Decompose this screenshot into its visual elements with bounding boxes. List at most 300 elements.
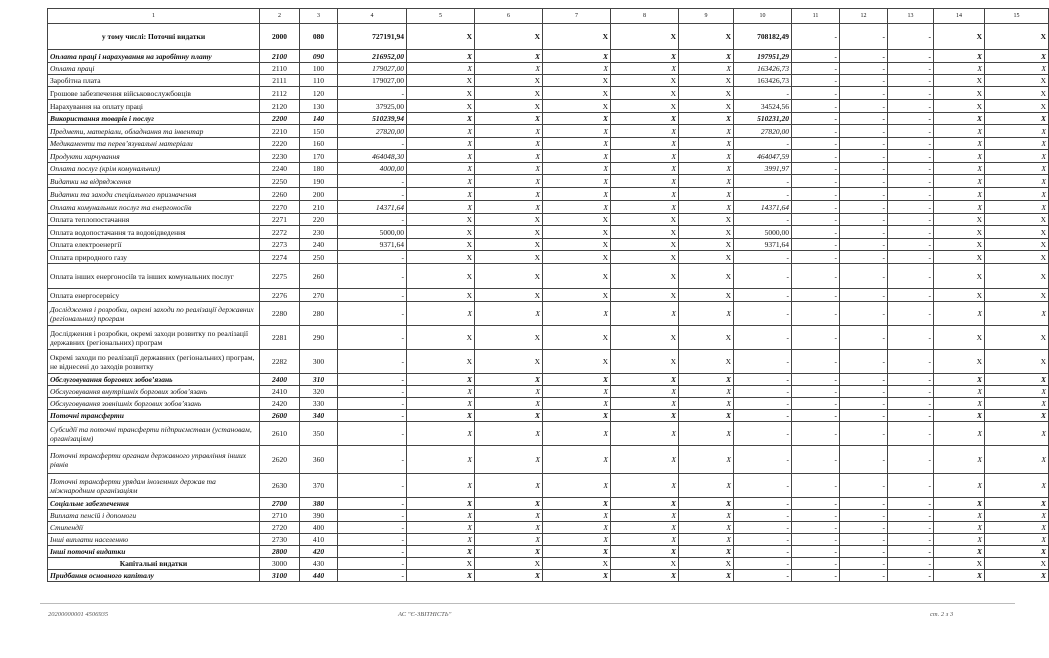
row-label: Обслуговування зовнішніх боргових зобов’язань [48,398,260,410]
cell-col-8: X [611,226,679,239]
cell-col-9: X [679,374,734,386]
cell-col-7: X [543,446,611,474]
cell-col-4: - [338,138,407,150]
table-row [48,398,1049,410]
cell-col-13: - [888,302,934,326]
cell-col-4: - [338,326,407,350]
table-row [48,87,1049,100]
cell-col-5: X [407,100,475,113]
line-code: 100 [300,63,338,75]
cell-col-13: - [888,113,934,125]
cell-col-5: X [407,386,475,398]
kekv-code: 2710 [260,510,300,522]
cell-col-4: - [338,264,407,289]
cell-col-5: X [407,498,475,510]
kekv-code: 2112 [260,87,300,100]
cell-col-15: X [985,289,1049,302]
cell-col-14: X [934,510,985,522]
column-number-2: 2 [260,9,300,24]
cell-col-13: - [888,374,934,386]
cell-col-9: X [679,422,734,446]
table-row [48,24,1049,50]
cell-col-6: X [475,214,543,226]
column-number-3: 3 [300,9,338,24]
cell-col-4: 37925,00 [338,100,407,113]
line-code: 130 [300,100,338,113]
cell-col-8: X [611,386,679,398]
cell-col-8: X [611,474,679,498]
cell-col-13: - [888,175,934,188]
cell-col-12: - [840,474,888,498]
table-row [48,350,1049,374]
row-label: Інші поточні видатки [48,546,260,558]
cell-col-7: X [543,214,611,226]
cell-col-13: - [888,163,934,175]
cell-col-6: X [475,75,543,87]
cell-col-5: X [407,398,475,410]
kekv-code: 2000 [260,24,300,50]
kekv-code: 3000 [260,558,300,570]
cell-col-8: X [611,125,679,138]
cell-col-14: X [934,163,985,175]
cell-col-5: X [407,239,475,251]
kekv-code: 2240 [260,163,300,175]
table-row [48,446,1049,474]
cell-col-11: - [792,87,840,100]
cell-col-11: - [792,125,840,138]
cell-col-11: - [792,226,840,239]
cell-col-6: X [475,522,543,534]
cell-col-12: - [840,510,888,522]
cell-col-7: X [543,570,611,582]
cell-col-10: - [734,410,792,422]
cell-col-14: X [934,87,985,100]
row-label: Оплата праці і нарахування на заробітну плату [48,50,260,63]
cell-col-13: - [888,474,934,498]
cell-col-10: 34524,56 [734,100,792,113]
cell-col-7: X [543,558,611,570]
cell-col-12: - [840,558,888,570]
line-code: 290 [300,326,338,350]
cell-col-14: X [934,175,985,188]
column-number-4: 4 [338,9,407,24]
cell-col-7: X [543,150,611,163]
cell-col-6: X [475,175,543,188]
cell-col-6: X [475,239,543,251]
cell-col-8: X [611,534,679,546]
cell-col-12: - [840,63,888,75]
cell-col-4: 14371,64 [338,201,407,214]
cell-col-14: X [934,251,985,264]
cell-col-5: X [407,113,475,125]
cell-col-4: - [338,498,407,510]
cell-col-5: X [407,510,475,522]
cell-col-10: - [734,546,792,558]
table-row [48,302,1049,326]
cell-col-12: - [840,50,888,63]
kekv-code: 2210 [260,125,300,138]
row-label: Оплата водопостачання та водовідведення [48,226,260,239]
cell-col-15: X [985,175,1049,188]
cell-col-10: - [734,474,792,498]
cell-col-11: - [792,264,840,289]
row-label: Предмети, матеріали, обладнання та інвентар [48,125,260,138]
cell-col-5: X [407,264,475,289]
cell-col-7: X [543,326,611,350]
table-row [48,510,1049,522]
table-row [48,534,1049,546]
cell-col-10: 3991,97 [734,163,792,175]
kekv-code: 2230 [260,150,300,163]
cell-col-9: X [679,398,734,410]
cell-col-8: X [611,87,679,100]
cell-col-5: X [407,150,475,163]
cell-col-7: X [543,201,611,214]
cell-col-12: - [840,201,888,214]
cell-col-7: X [543,410,611,422]
cell-col-8: X [611,113,679,125]
cell-col-6: X [475,50,543,63]
row-label: Нарахування на оплату праці [48,100,260,113]
cell-col-12: - [840,24,888,50]
table-row [48,410,1049,422]
kekv-code: 2620 [260,446,300,474]
cell-col-14: X [934,326,985,350]
line-code: 410 [300,534,338,546]
cell-col-5: X [407,75,475,87]
cell-col-4: - [338,446,407,474]
cell-col-15: X [985,63,1049,75]
footer-document-id: 20200000001 4506935 [48,611,109,618]
cell-col-8: X [611,138,679,150]
cell-col-12: - [840,534,888,546]
cell-col-10: 163426,73 [734,75,792,87]
cell-col-7: X [543,474,611,498]
line-code: 140 [300,113,338,125]
cell-col-7: X [543,264,611,289]
cell-col-14: X [934,226,985,239]
row-label: Заробітна плата [48,75,260,87]
cell-col-14: X [934,188,985,201]
line-code: 350 [300,422,338,446]
cell-col-5: X [407,50,475,63]
cell-col-12: - [840,398,888,410]
cell-col-5: X [407,226,475,239]
column-number-14: 14 [934,9,985,24]
cell-col-8: X [611,410,679,422]
cell-col-11: - [792,239,840,251]
row-label: Оплата комунальних послуг та енергоносіїв [48,201,260,214]
cell-col-12: - [840,289,888,302]
cell-col-6: X [475,264,543,289]
line-code: 330 [300,398,338,410]
cell-col-11: - [792,350,840,374]
cell-col-4: - [338,558,407,570]
cell-col-6: X [475,100,543,113]
table-row [48,251,1049,264]
cell-col-15: X [985,422,1049,446]
kekv-code: 2420 [260,398,300,410]
cell-col-8: X [611,214,679,226]
cell-col-13: - [888,558,934,570]
cell-col-6: X [475,302,543,326]
cell-col-7: X [543,398,611,410]
cell-col-11: - [792,534,840,546]
scan-divider [40,603,1015,604]
cell-col-7: X [543,188,611,201]
cell-col-11: - [792,100,840,113]
cell-col-13: - [888,251,934,264]
row-label: Оплата теплопостачання [48,214,260,226]
cell-col-5: X [407,422,475,446]
cell-col-8: X [611,150,679,163]
cell-col-4: - [338,522,407,534]
kekv-code: 2200 [260,113,300,125]
cell-col-11: - [792,374,840,386]
cell-col-15: X [985,251,1049,264]
cell-col-14: X [934,422,985,446]
cell-col-9: X [679,50,734,63]
row-label: Окремі заходи по реалізації державних (регіональних) програм, не віднесені до заходів розвитку [48,350,260,374]
cell-col-4: - [338,386,407,398]
kekv-code: 2271 [260,214,300,226]
cell-col-14: X [934,150,985,163]
cell-col-7: X [543,422,611,446]
line-code: 180 [300,163,338,175]
column-number-1: 1 [48,9,260,24]
cell-col-14: X [934,474,985,498]
table-row [48,326,1049,350]
cell-col-6: X [475,87,543,100]
cell-col-13: - [888,214,934,226]
line-code: 090 [300,50,338,63]
cell-col-12: - [840,138,888,150]
cell-col-5: X [407,24,475,50]
cell-col-15: X [985,163,1049,175]
cell-col-10: - [734,386,792,398]
cell-col-7: X [543,63,611,75]
cell-col-11: - [792,289,840,302]
row-label: Видатки та заходи спеціального призначення [48,188,260,201]
cell-col-10: 510231,20 [734,113,792,125]
cell-col-15: X [985,534,1049,546]
table-row [48,239,1049,251]
cell-col-4: 727191,94 [338,24,407,50]
row-label: Продукти харчування [48,150,260,163]
cell-col-12: - [840,350,888,374]
cell-col-5: X [407,214,475,226]
cell-col-10: - [734,214,792,226]
cell-col-12: - [840,546,888,558]
row-label: Оплата електроенергії [48,239,260,251]
cell-col-13: - [888,201,934,214]
cell-col-4: - [338,570,407,582]
cell-col-11: - [792,163,840,175]
cell-col-10: 9371,64 [734,239,792,251]
cell-col-4: 179027,00 [338,63,407,75]
kekv-code: 2275 [260,264,300,289]
cell-col-15: X [985,100,1049,113]
cell-col-10: - [734,374,792,386]
cell-col-8: X [611,546,679,558]
cell-col-11: - [792,251,840,264]
cell-col-15: X [985,558,1049,570]
cell-col-7: X [543,226,611,239]
cell-col-4: - [338,422,407,446]
cell-col-7: X [543,289,611,302]
cell-col-6: X [475,63,543,75]
row-label: Виплата пенсій і допомоги [48,510,260,522]
cell-col-14: X [934,50,985,63]
cell-col-15: X [985,113,1049,125]
cell-col-9: X [679,239,734,251]
cell-col-4: 9371,64 [338,239,407,251]
cell-col-15: X [985,570,1049,582]
cell-col-12: - [840,113,888,125]
kekv-code: 2260 [260,188,300,201]
line-code: 340 [300,410,338,422]
cell-col-7: X [543,522,611,534]
table-row [48,63,1049,75]
cell-col-11: - [792,326,840,350]
cell-col-10: - [734,350,792,374]
cell-col-7: X [543,251,611,264]
cell-col-11: - [792,214,840,226]
row-label: Оплата праці [48,63,260,75]
column-number-9: 9 [679,9,734,24]
cell-col-5: X [407,175,475,188]
cell-col-4: - [338,410,407,422]
cell-col-11: - [792,175,840,188]
kekv-code: 2281 [260,326,300,350]
cell-col-4: 5000,00 [338,226,407,239]
cell-col-4: - [338,534,407,546]
kekv-code: 2276 [260,289,300,302]
cell-col-13: - [888,546,934,558]
cell-col-4: 27820,00 [338,125,407,138]
kekv-code: 2282 [260,350,300,374]
table-row [48,558,1049,570]
table-row [48,374,1049,386]
cell-col-15: X [985,75,1049,87]
cell-col-9: X [679,24,734,50]
table-row [48,75,1049,87]
kekv-code: 2100 [260,50,300,63]
cell-col-11: - [792,446,840,474]
cell-col-15: X [985,138,1049,150]
cell-col-13: - [888,510,934,522]
kekv-code: 2220 [260,138,300,150]
cell-col-11: - [792,398,840,410]
cell-col-9: X [679,75,734,87]
line-code: 420 [300,546,338,558]
cell-col-5: X [407,302,475,326]
line-code: 260 [300,264,338,289]
line-code: 110 [300,75,338,87]
column-number-13: 13 [888,9,934,24]
line-code: 400 [300,522,338,534]
cell-col-9: X [679,226,734,239]
cell-col-11: - [792,498,840,510]
cell-col-12: - [840,446,888,474]
cell-col-10: 197951,29 [734,50,792,63]
row-label: Використання товарів і послуг [48,113,260,125]
cell-col-4: 4000,00 [338,163,407,175]
kekv-code: 2110 [260,63,300,75]
cell-col-9: X [679,522,734,534]
cell-col-13: - [888,446,934,474]
line-code: 150 [300,125,338,138]
cell-col-15: X [985,125,1049,138]
cell-col-10: - [734,326,792,350]
cell-col-13: - [888,398,934,410]
cell-col-15: X [985,214,1049,226]
cell-col-12: - [840,100,888,113]
cell-col-10: - [734,522,792,534]
cell-col-14: X [934,264,985,289]
cell-col-5: X [407,570,475,582]
cell-col-5: X [407,87,475,100]
line-code: 200 [300,188,338,201]
kekv-code: 2700 [260,498,300,510]
cell-col-7: X [543,510,611,522]
cell-col-9: X [679,264,734,289]
cell-col-12: - [840,522,888,534]
row-label: у тому числі: Поточні видатки [48,24,260,50]
cell-col-13: - [888,138,934,150]
cell-col-10: 27820,00 [734,125,792,138]
kekv-code: 2272 [260,226,300,239]
kekv-code: 2111 [260,75,300,87]
cell-col-5: X [407,522,475,534]
cell-col-4: - [338,214,407,226]
cell-col-14: X [934,214,985,226]
cell-col-11: - [792,558,840,570]
cell-col-10: - [734,422,792,446]
cell-col-14: X [934,534,985,546]
cell-col-8: X [611,350,679,374]
cell-col-13: - [888,326,934,350]
cell-col-14: X [934,374,985,386]
cell-col-15: X [985,546,1049,558]
cell-col-5: X [407,410,475,422]
cell-col-14: X [934,410,985,422]
cell-col-14: X [934,100,985,113]
row-label: Інші виплати населенню [48,534,260,546]
cell-col-15: X [985,522,1049,534]
line-code: 190 [300,175,338,188]
table-row [48,226,1049,239]
kekv-code: 3100 [260,570,300,582]
table-row [48,289,1049,302]
cell-col-9: X [679,175,734,188]
cell-col-15: X [985,264,1049,289]
cell-col-12: - [840,150,888,163]
cell-col-9: X [679,87,734,100]
row-label: Субсидії та поточні трансферти підприємствам (установам, організаціям) [48,422,260,446]
cell-col-14: X [934,289,985,302]
row-label: Оплата інших енергоносіїв та інших комунальних послуг [48,264,260,289]
cell-col-11: - [792,386,840,398]
row-label: Соціальне забезпечення [48,498,260,510]
cell-col-13: - [888,570,934,582]
kekv-code: 2280 [260,302,300,326]
cell-col-12: - [840,188,888,201]
kekv-code: 2800 [260,546,300,558]
cell-col-7: X [543,546,611,558]
cell-col-13: - [888,264,934,289]
cell-col-4: 464048,30 [338,150,407,163]
